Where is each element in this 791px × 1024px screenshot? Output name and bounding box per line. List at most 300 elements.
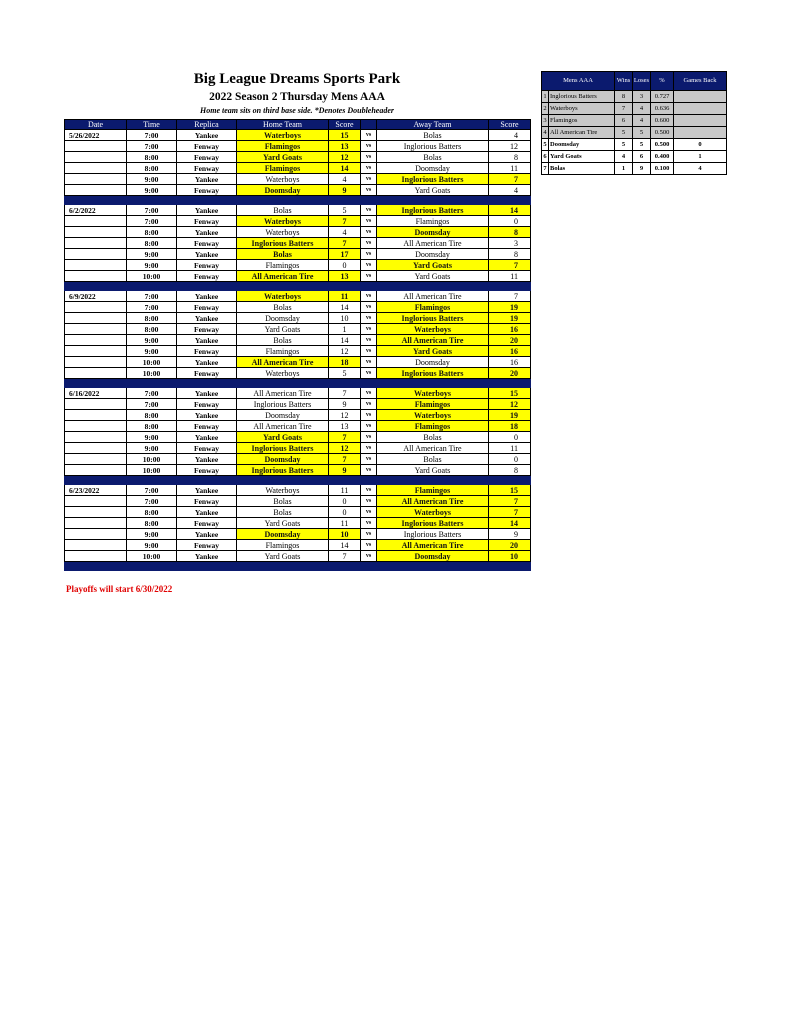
standings-pct: 0.100 xyxy=(651,163,674,175)
game-date xyxy=(65,357,127,368)
home-score: 7 xyxy=(329,551,361,562)
standings-pct: 0.500 xyxy=(651,139,674,151)
versus-label: vs xyxy=(361,357,377,368)
away-team: Bolas xyxy=(377,432,489,443)
game-row xyxy=(65,432,531,443)
home-score: 11 xyxy=(329,485,361,496)
game-row xyxy=(65,302,531,313)
home-team: Waterboys xyxy=(237,227,329,238)
standings-row xyxy=(542,139,727,151)
home-score: 7 xyxy=(329,238,361,249)
versus-label: vs xyxy=(361,185,377,196)
game-time: 8:00 xyxy=(127,507,177,518)
home-score: 13 xyxy=(329,141,361,152)
standings-games-back xyxy=(674,103,727,115)
standings-pct: 0.727 xyxy=(651,91,674,103)
home-team: Inglorious Batters xyxy=(237,443,329,454)
game-replica-field: Yankee xyxy=(177,551,237,562)
standings-wins-header: Wins xyxy=(615,72,633,91)
standings-rank: 4 xyxy=(542,127,549,139)
away-score: 12 xyxy=(489,399,531,410)
away-score: 19 xyxy=(489,313,531,324)
home-score: 7 xyxy=(329,216,361,227)
away-team: Yard Goats xyxy=(377,271,489,282)
home-score: 7 xyxy=(329,388,361,399)
home-team: Yard Goats xyxy=(237,324,329,335)
game-row xyxy=(65,518,531,529)
standings-team: Inglorious Batters xyxy=(549,91,615,103)
away-score: 0 xyxy=(489,432,531,443)
game-replica-field: Yankee xyxy=(177,388,237,399)
game-date xyxy=(65,346,127,357)
game-time: 7:00 xyxy=(127,485,177,496)
game-replica-field: Yankee xyxy=(177,454,237,465)
game-row xyxy=(65,410,531,421)
standings-rank: 5 xyxy=(542,139,549,151)
game-date xyxy=(65,551,127,562)
home-score: 10 xyxy=(329,313,361,324)
away-team: Inglorious Batters xyxy=(377,313,489,324)
home-score: 12 xyxy=(329,152,361,163)
game-time: 7:00 xyxy=(127,496,177,507)
versus-label: vs xyxy=(361,465,377,476)
game-replica-field: Yankee xyxy=(177,227,237,238)
standings-rank: 6 xyxy=(542,151,549,163)
versus-label: vs xyxy=(361,454,377,465)
standings-loses: 9 xyxy=(633,163,651,175)
standings-games-back: 4 xyxy=(674,163,727,175)
versus-label: vs xyxy=(361,421,377,432)
away-team: All American Tire xyxy=(377,540,489,551)
week-separator xyxy=(65,196,531,205)
away-score: 19 xyxy=(489,302,531,313)
standings-row xyxy=(542,103,727,115)
game-date xyxy=(65,421,127,432)
away-team: Inglorious Batters xyxy=(377,529,489,540)
game-time: 7:00 xyxy=(127,302,177,313)
game-replica-field: Fenway xyxy=(177,346,237,357)
standings-row xyxy=(542,151,727,163)
standings-wins: 7 xyxy=(615,103,633,115)
game-replica-field: Fenway xyxy=(177,496,237,507)
away-team: Flamingos xyxy=(377,302,489,313)
standings-wins: 8 xyxy=(615,91,633,103)
game-row xyxy=(65,421,531,432)
away-team: Yard Goats xyxy=(377,465,489,476)
week-separator-bar xyxy=(65,196,531,205)
home-team: Doomsday xyxy=(237,454,329,465)
versus-label: vs xyxy=(361,227,377,238)
game-time: 9:00 xyxy=(127,540,177,551)
game-time: 8:00 xyxy=(127,227,177,238)
standings-title-header: Mens AAA xyxy=(542,72,615,91)
home-score: 14 xyxy=(329,302,361,313)
away-score: 7 xyxy=(489,291,531,302)
game-date xyxy=(65,313,127,324)
versus-label: vs xyxy=(361,410,377,421)
game-date xyxy=(65,443,127,454)
schedule-table xyxy=(64,119,531,571)
game-date xyxy=(65,152,127,163)
game-row xyxy=(65,324,531,335)
game-time: 10:00 xyxy=(127,454,177,465)
col-away-score-header: Score xyxy=(489,120,531,130)
game-date: 6/23/2022 xyxy=(65,485,127,496)
standings-loses: 4 xyxy=(633,103,651,115)
game-replica-field: Yankee xyxy=(177,529,237,540)
home-team: All American Tire xyxy=(237,421,329,432)
home-team: All American Tire xyxy=(237,357,329,368)
away-score: 9 xyxy=(489,529,531,540)
game-row xyxy=(65,529,531,540)
game-row xyxy=(65,454,531,465)
game-replica-field: Fenway xyxy=(177,185,237,196)
game-replica-field: Fenway xyxy=(177,421,237,432)
game-row xyxy=(65,540,531,551)
away-score: 20 xyxy=(489,335,531,346)
game-time: 9:00 xyxy=(127,432,177,443)
versus-label: vs xyxy=(361,174,377,185)
standings-pct: 0.600 xyxy=(651,115,674,127)
standings-loses: 3 xyxy=(633,91,651,103)
game-row xyxy=(65,216,531,227)
home-team: Waterboys xyxy=(237,174,329,185)
game-row xyxy=(65,357,531,368)
home-team: Yard Goats xyxy=(237,551,329,562)
standings-loses: 6 xyxy=(633,151,651,163)
game-replica-field: Fenway xyxy=(177,141,237,152)
game-time: 10:00 xyxy=(127,368,177,379)
away-score: 14 xyxy=(489,518,531,529)
versus-label: vs xyxy=(361,291,377,302)
standings-header-row xyxy=(542,72,727,91)
away-score: 7 xyxy=(489,174,531,185)
game-replica-field: Yankee xyxy=(177,410,237,421)
away-score: 16 xyxy=(489,346,531,357)
game-row xyxy=(65,227,531,238)
home-score: 7 xyxy=(329,432,361,443)
home-score: 13 xyxy=(329,421,361,432)
away-team: All American Tire xyxy=(377,238,489,249)
versus-label: vs xyxy=(361,346,377,357)
game-date xyxy=(65,368,127,379)
standings-row xyxy=(542,115,727,127)
away-score: 8 xyxy=(489,465,531,476)
standings-team: Bolas xyxy=(549,163,615,175)
versus-label: vs xyxy=(361,271,377,282)
away-score: 12 xyxy=(489,141,531,152)
game-time: 8:00 xyxy=(127,163,177,174)
away-team: Inglorious Batters xyxy=(377,368,489,379)
home-score: 12 xyxy=(329,346,361,357)
away-score: 11 xyxy=(489,271,531,282)
week-separator xyxy=(65,282,531,291)
away-team: Flamingos xyxy=(377,399,489,410)
game-row xyxy=(65,485,531,496)
away-team: Bolas xyxy=(377,130,489,141)
game-time: 8:00 xyxy=(127,152,177,163)
home-score: 4 xyxy=(329,174,361,185)
game-row xyxy=(65,271,531,282)
home-score: 5 xyxy=(329,368,361,379)
game-time: 10:00 xyxy=(127,551,177,562)
versus-label: vs xyxy=(361,163,377,174)
away-team: Bolas xyxy=(377,152,489,163)
game-row xyxy=(65,174,531,185)
game-replica-field: Yankee xyxy=(177,249,237,260)
game-date xyxy=(65,518,127,529)
away-team: Doomsday xyxy=(377,227,489,238)
game-row xyxy=(65,249,531,260)
home-team: Bolas xyxy=(237,507,329,518)
standings-games-back-header: Games Back xyxy=(674,72,727,91)
schedule-header-row xyxy=(65,120,531,130)
away-score: 7 xyxy=(489,507,531,518)
away-score: 20 xyxy=(489,540,531,551)
game-time: 8:00 xyxy=(127,410,177,421)
week-separator-bar xyxy=(65,379,531,388)
game-replica-field: Yankee xyxy=(177,507,237,518)
home-team: Bolas xyxy=(237,496,329,507)
game-time: 7:00 xyxy=(127,205,177,216)
home-score: 18 xyxy=(329,357,361,368)
home-team: All American Tire xyxy=(237,388,329,399)
versus-label: vs xyxy=(361,443,377,454)
home-team: Doomsday xyxy=(237,185,329,196)
home-score: 9 xyxy=(329,185,361,196)
home-team-note: Home team sits on third base side. *Denotes Doubleheader xyxy=(200,106,394,115)
standings-games-back xyxy=(674,127,727,139)
home-score: 15 xyxy=(329,130,361,141)
away-team: Waterboys xyxy=(377,388,489,399)
col-date-header: Date xyxy=(65,120,127,130)
away-team: All American Tire xyxy=(377,496,489,507)
col-replica-header: Replica xyxy=(177,120,237,130)
game-time: 8:00 xyxy=(127,238,177,249)
home-score: 14 xyxy=(329,335,361,346)
game-replica-field: Fenway xyxy=(177,152,237,163)
home-team: Bolas xyxy=(237,335,329,346)
home-score: 9 xyxy=(329,465,361,476)
game-time: 9:00 xyxy=(127,346,177,357)
versus-label: vs xyxy=(361,238,377,249)
game-time: 9:00 xyxy=(127,443,177,454)
home-team: Waterboys xyxy=(237,216,329,227)
game-date xyxy=(65,302,127,313)
game-date: 6/9/2022 xyxy=(65,291,127,302)
away-team: Flamingos xyxy=(377,216,489,227)
game-replica-field: Fenway xyxy=(177,368,237,379)
versus-label: vs xyxy=(361,205,377,216)
game-time: 10:00 xyxy=(127,465,177,476)
away-score: 11 xyxy=(489,163,531,174)
versus-label: vs xyxy=(361,485,377,496)
game-replica-field: Yankee xyxy=(177,205,237,216)
versus-label: vs xyxy=(361,130,377,141)
away-score: 10 xyxy=(489,551,531,562)
standings-pct: 0.500 xyxy=(651,127,674,139)
home-team: Doomsday xyxy=(237,410,329,421)
home-team: All American Tire xyxy=(237,271,329,282)
versus-label: vs xyxy=(361,324,377,335)
away-team: Yard Goats xyxy=(377,185,489,196)
home-score: 0 xyxy=(329,507,361,518)
game-replica-field: Yankee xyxy=(177,130,237,141)
game-replica-field: Fenway xyxy=(177,302,237,313)
game-replica-field: Yankee xyxy=(177,291,237,302)
versus-label: vs xyxy=(361,141,377,152)
game-time: 9:00 xyxy=(127,260,177,271)
game-replica-field: Fenway xyxy=(177,443,237,454)
home-score: 17 xyxy=(329,249,361,260)
game-row xyxy=(65,388,531,399)
game-row xyxy=(65,551,531,562)
home-score: 0 xyxy=(329,260,361,271)
away-team: Inglorious Batters xyxy=(377,518,489,529)
home-team: Yard Goats xyxy=(237,432,329,443)
versus-label: vs xyxy=(361,335,377,346)
week-separator-bar xyxy=(65,282,531,291)
away-team: Inglorious Batters xyxy=(377,174,489,185)
game-row xyxy=(65,507,531,518)
away-score: 0 xyxy=(489,454,531,465)
home-score: 14 xyxy=(329,163,361,174)
game-replica-field: Fenway xyxy=(177,216,237,227)
away-team: Doomsday xyxy=(377,249,489,260)
game-date xyxy=(65,174,127,185)
game-time: 9:00 xyxy=(127,185,177,196)
home-team: Waterboys xyxy=(237,368,329,379)
col-away-team-header: Away Team xyxy=(377,120,489,130)
game-time: 8:00 xyxy=(127,518,177,529)
game-row xyxy=(65,368,531,379)
game-time: 7:00 xyxy=(127,388,177,399)
game-replica-field: Fenway xyxy=(177,271,237,282)
home-score: 12 xyxy=(329,410,361,421)
home-score: 12 xyxy=(329,443,361,454)
away-score: 3 xyxy=(489,238,531,249)
home-team: Bolas xyxy=(237,302,329,313)
page-subtitle: 2022 Season 2 Thursday Mens AAA xyxy=(209,91,385,103)
away-team: All American Tire xyxy=(377,335,489,346)
standings-wins: 5 xyxy=(615,127,633,139)
home-team: Flamingos xyxy=(237,141,329,152)
standings-loses-header: Loses xyxy=(633,72,651,91)
home-score: 4 xyxy=(329,227,361,238)
standings-wins: 4 xyxy=(615,151,633,163)
versus-label: vs xyxy=(361,260,377,271)
standings-wins: 1 xyxy=(615,163,633,175)
game-time: 8:00 xyxy=(127,324,177,335)
game-time: 8:00 xyxy=(127,421,177,432)
game-date xyxy=(65,185,127,196)
away-score: 7 xyxy=(489,260,531,271)
home-team: Yard Goats xyxy=(237,518,329,529)
home-team: Yard Goats xyxy=(237,152,329,163)
game-row xyxy=(65,141,531,152)
game-replica-field: Yankee xyxy=(177,174,237,185)
standings-rank: 2 xyxy=(542,103,549,115)
away-team: Bolas xyxy=(377,454,489,465)
game-row xyxy=(65,185,531,196)
away-team: Flamingos xyxy=(377,421,489,432)
away-team: Yard Goats xyxy=(377,346,489,357)
versus-label: vs xyxy=(361,529,377,540)
versus-label: vs xyxy=(361,152,377,163)
home-team: Flamingos xyxy=(237,163,329,174)
away-team: Doomsday xyxy=(377,551,489,562)
standings-body xyxy=(542,91,727,175)
game-row xyxy=(65,260,531,271)
away-score: 14 xyxy=(489,205,531,216)
game-date xyxy=(65,465,127,476)
versus-label: vs xyxy=(361,399,377,410)
game-row xyxy=(65,346,531,357)
standings-team: Doomsday xyxy=(549,139,615,151)
game-date xyxy=(65,432,127,443)
away-score: 11 xyxy=(489,443,531,454)
game-date xyxy=(65,454,127,465)
standings-pct: 0.636 xyxy=(651,103,674,115)
away-score: 15 xyxy=(489,388,531,399)
standings-row xyxy=(542,127,727,139)
game-date xyxy=(65,238,127,249)
standings-row xyxy=(542,163,727,175)
standings-loses: 5 xyxy=(633,139,651,151)
game-date xyxy=(65,335,127,346)
game-time: 9:00 xyxy=(127,335,177,346)
home-team: Waterboys xyxy=(237,485,329,496)
away-score: 15 xyxy=(489,485,531,496)
game-date: 5/26/2022 xyxy=(65,130,127,141)
versus-label: vs xyxy=(361,496,377,507)
game-row xyxy=(65,238,531,249)
playoffs-notice: Playoffs will start 6/30/2022 xyxy=(66,584,173,594)
game-time: 10:00 xyxy=(127,271,177,282)
versus-label: vs xyxy=(361,551,377,562)
game-row xyxy=(65,335,531,346)
game-row xyxy=(65,496,531,507)
col-home-team-header: Home Team xyxy=(237,120,329,130)
home-score: 1 xyxy=(329,324,361,335)
game-row xyxy=(65,163,531,174)
week-separator-bar xyxy=(65,476,531,485)
standings-table xyxy=(541,71,727,175)
game-row xyxy=(65,313,531,324)
week-separator xyxy=(65,562,531,571)
game-time: 10:00 xyxy=(127,357,177,368)
standings-rank: 1 xyxy=(542,91,549,103)
game-replica-field: Yankee xyxy=(177,357,237,368)
away-team: Waterboys xyxy=(377,410,489,421)
away-score: 4 xyxy=(489,185,531,196)
away-team: Yard Goats xyxy=(377,260,489,271)
game-time: 9:00 xyxy=(127,529,177,540)
game-date xyxy=(65,496,127,507)
standings-pct-header: % xyxy=(651,72,674,91)
away-score: 0 xyxy=(489,216,531,227)
standings-pct: 0.400 xyxy=(651,151,674,163)
away-score: 8 xyxy=(489,249,531,260)
versus-label: vs xyxy=(361,432,377,443)
versus-label: vs xyxy=(361,388,377,399)
game-time: 7:00 xyxy=(127,216,177,227)
game-date xyxy=(65,410,127,421)
standings-games-back xyxy=(674,115,727,127)
game-replica-field: Fenway xyxy=(177,540,237,551)
away-score: 19 xyxy=(489,410,531,421)
standings-wins: 5 xyxy=(615,139,633,151)
